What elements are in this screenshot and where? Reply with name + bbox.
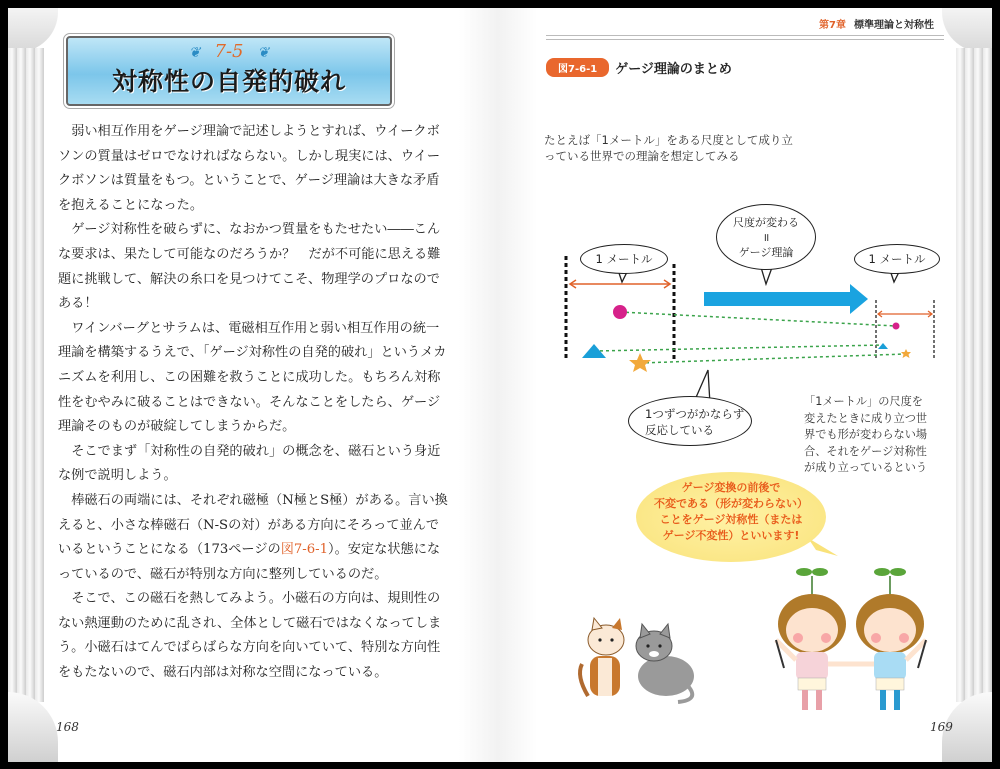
transform-arrow [704,292,850,306]
circle-marker [613,305,627,319]
book-spread [8,8,992,762]
paragraph: ワインバーグとサラムは、電磁相互作用と弱い相互作用の統一理論を構築するうえで、「ゲージ対称性の自発的破れ」というメカニズムを利用し、この困難を救うことに成功した。もちろん対称性をむやみに破ることはできない。そんなことをしたら、ゲージ理論そのものが破綻してしまうからだ。 [58,320,447,435]
figure-intro-text: たとえば「1メートル」をある尺度として成り立っている世界での理論を想定してみる [544,133,793,163]
decorative-column-left [8,8,44,762]
section-title: 対称性の自発的破れ [111,67,346,96]
ornament-icon: ❦ [257,45,270,61]
paragraph: そこでまず「対称性の自発的破れ」の概念を、磁石という身近な例で説明しよう。 [58,443,441,484]
yellow-callout: ゲージ変換の前後で 不変である（形が変わらない） ことをゲージ対称性（または ゲージ不変性）といいます! [636,472,826,562]
left-page [8,8,498,762]
figure-title: ゲージ理論のまとめ [615,62,732,77]
right-page [498,8,992,762]
figure-reference-link[interactable]: 図7-6-1 [280,542,328,558]
chapter-label: 第7章 [819,20,846,31]
body-text [58,120,450,686]
paragraph: ゲージ対称性を破らずに、なおかつ質量をもたせたい――こんな要求は、果たして可能なのだろうか？ だが不可能に思える難題に挑戦して、解決の糸口を見つけてこそ、物理学のプロなのである！ [58,222,441,312]
page-number-left: 168 [56,720,79,734]
gauge-symmetry-note: 「1メートル」の尺度を変えたときに成り立つ世界でも形が変わらない場合、それをゲージ対称性が成り立っているという [804,395,928,474]
speech-bubble-reaction: 1つずつがかならず 反応している [628,396,752,446]
speech-bubble-meter-left: 1 メートル [580,244,668,274]
cats-illustration [568,616,718,706]
section-number-row [68,41,390,62]
chapter-title: 標準理論と対称性 [854,20,934,31]
twins-illustration [760,556,960,716]
paragraph: 棒磁石の両端には、それぞれ磁極（N極とS極）がある。言い換えると、小さな棒磁石（N-Sの対）がある方向にそろって並んでいるということになる（173ページの図7-6-1）。安定な状態になっているので、磁石が特別な方向に整列しているのだ。 [58,492,448,582]
speech-bubble-gauge-theory: 尺度が変わる ॥ ゲージ理論 [716,204,816,270]
page-number-right: 169 [930,720,953,734]
star-marker [629,353,651,372]
speech-bubble-meter-right: 1 メートル [854,244,940,274]
paragraph: そこで、この磁石を熱してみよう。小磁石の方向は、規則性のない熱運動のために乱され、全体として磁石ではなくなってしまう。小磁石はてんでばらばらな方向を向いていて、特別な方向性をもたないので、磁石内部は対称な空間になっている。 [58,591,442,681]
ornament-icon: ❦ [188,45,201,61]
paragraph: 弱い相互作用をゲージ理論で記述しようとすれば、ウイークボソンの質量はゼロでなければならない。しかし現実には、ウイークボソンは質量をもつ。ということで、ゲージ理論は大きな矛盾を抱えることになった。 [58,124,441,213]
section-banner [66,36,392,106]
figure-tag: 図7-6-1 [546,58,609,77]
section-number: 7-5 [214,41,244,62]
